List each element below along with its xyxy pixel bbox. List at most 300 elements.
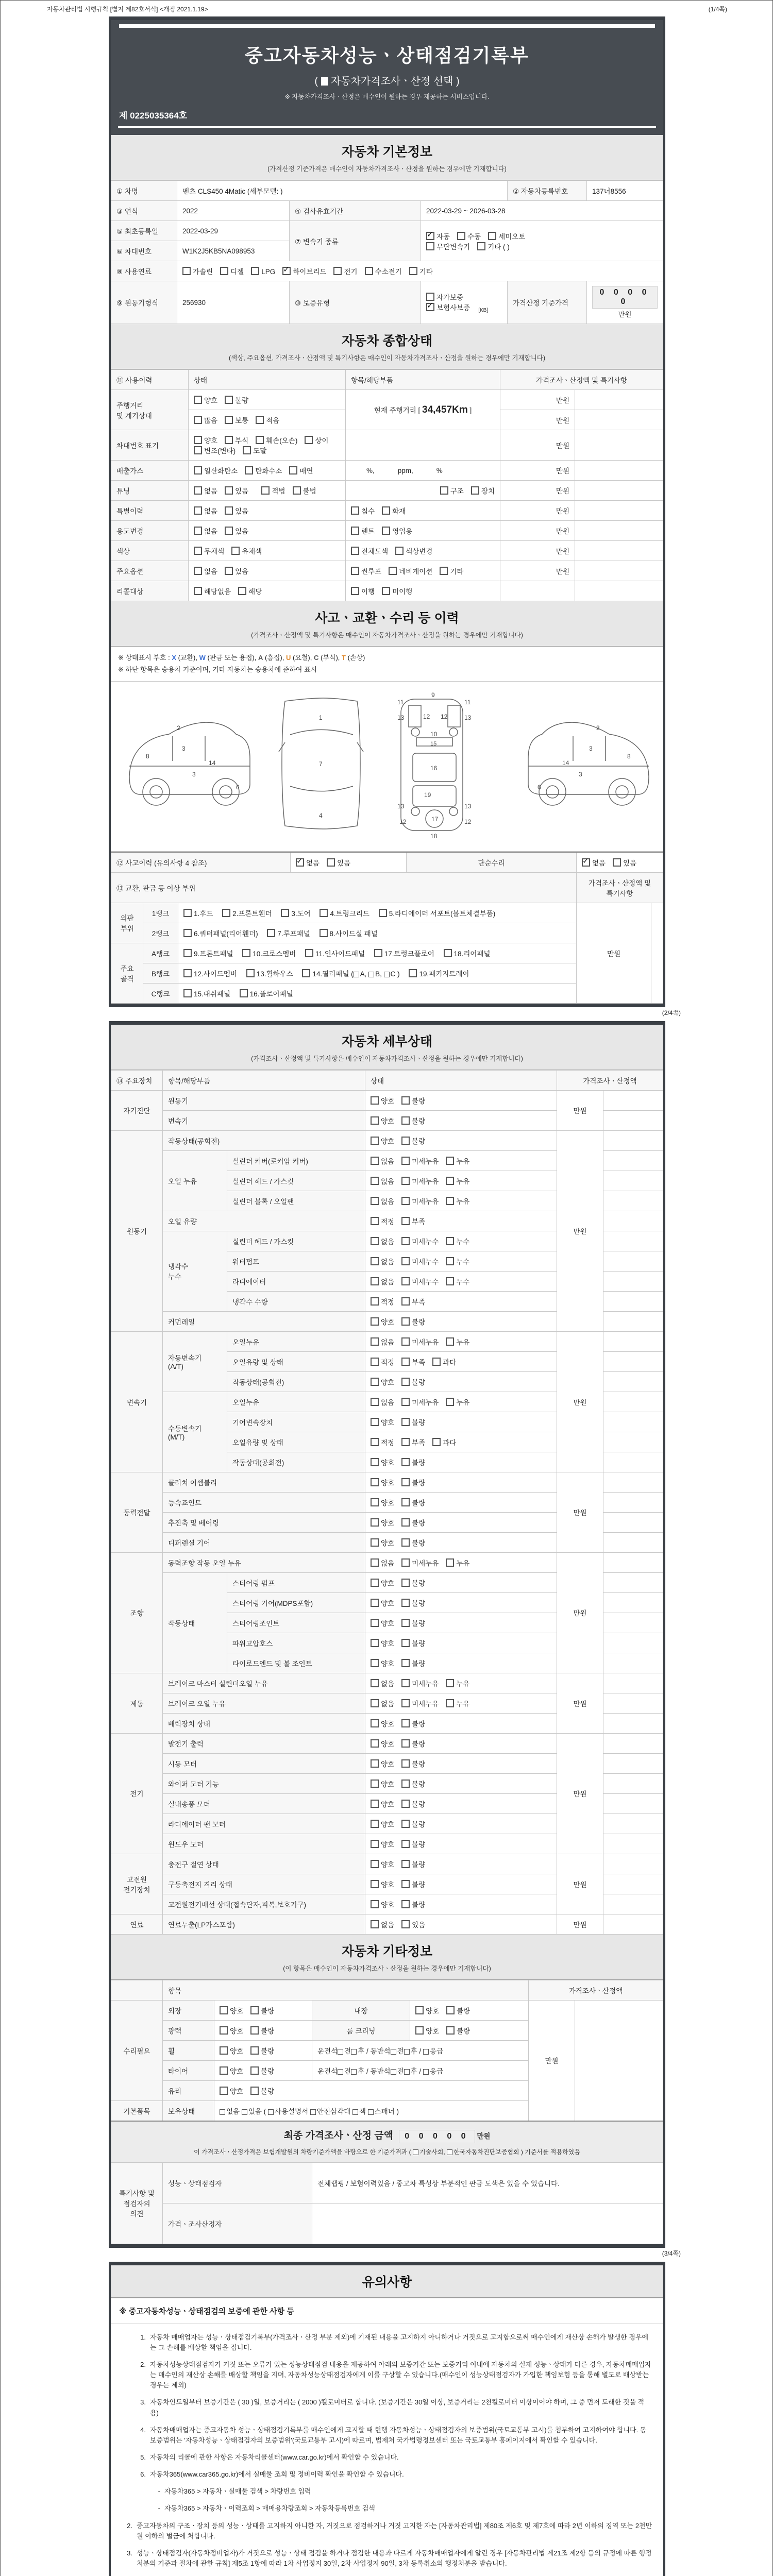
checkbox-option: [225, 505, 248, 516]
checkbox[interactable]: [194, 436, 202, 444]
checkbox[interactable]: [256, 416, 264, 424]
checkbox[interactable]: [243, 446, 251, 454]
checkbox[interactable]: [371, 1478, 379, 1486]
option-label: 양호: [426, 2027, 440, 2035]
checkbox[interactable]: [194, 486, 202, 495]
option-label: 불량: [412, 1880, 426, 1889]
table-row: 가격ㆍ조사산정자: [111, 2203, 663, 2244]
checkbox[interactable]: [320, 929, 328, 937]
checkbox-option: [371, 1517, 394, 1528]
checkbox[interactable]: [371, 1920, 379, 1928]
checkbox[interactable]: [401, 1177, 410, 1185]
checkbox[interactable]: [302, 969, 310, 977]
checkbox-option: [371, 1457, 394, 1467]
checkbox[interactable]: [446, 2006, 455, 2014]
checkbox[interactable]: [401, 1418, 410, 1426]
checkbox[interactable]: [401, 1137, 410, 1145]
checkbox[interactable]: [310, 2109, 316, 2115]
checkbox[interactable]: [404, 2049, 410, 2055]
checkbox[interactable]: [296, 858, 304, 867]
checkbox[interactable]: [401, 1478, 410, 1486]
checkbox[interactable]: [613, 858, 621, 867]
checkbox[interactable]: [382, 506, 390, 515]
checkbox[interactable]: [194, 446, 202, 454]
checkbox[interactable]: [440, 486, 448, 495]
option-label: 장치: [481, 487, 495, 495]
checkbox[interactable]: [320, 909, 328, 917]
checkbox[interactable]: [194, 567, 202, 575]
checkbox[interactable]: [371, 1358, 379, 1366]
detail-state-table: [111, 1070, 663, 1935]
checkbox-option: [401, 1678, 439, 1688]
checkbox[interactable]: [250, 2087, 259, 2095]
table-row: 연료 연료누출(LP가스포함) 없음 있음 만원: [111, 1914, 663, 1934]
checkbox-option: [371, 1176, 394, 1186]
option-label: 없음: [381, 1680, 395, 1688]
checkbox[interactable]: [183, 969, 192, 977]
checkbox[interactable]: [268, 2109, 274, 2115]
checkbox[interactable]: [391, 2049, 396, 2055]
checkbox[interactable]: [267, 929, 275, 937]
option-label: 없음: [381, 1338, 395, 1346]
checkbox[interactable]: [351, 587, 359, 595]
checkbox[interactable]: [371, 1157, 379, 1165]
checkbox[interactable]: [371, 1418, 379, 1426]
option-label: 불량: [412, 1418, 426, 1427]
option-label: 미세누유: [412, 1338, 439, 1346]
checkbox[interactable]: [194, 396, 202, 404]
panel-item: 18.리어패널: [444, 948, 491, 958]
checkbox[interactable]: [282, 267, 291, 275]
checkbox[interactable]: [444, 949, 452, 957]
checkbox[interactable]: [183, 949, 192, 957]
checkbox[interactable]: [220, 2087, 228, 2095]
checkbox[interactable]: [395, 547, 404, 555]
checkbox[interactable]: [432, 1358, 441, 1366]
checkbox[interactable]: [242, 949, 250, 957]
checkbox[interactable]: [333, 267, 342, 275]
checkbox-option: [440, 566, 463, 576]
checkbox[interactable]: [225, 486, 233, 495]
checkbox-option: [194, 465, 238, 476]
checkbox[interactable]: [401, 1358, 410, 1366]
checkbox[interactable]: [401, 1900, 410, 1908]
checkbox[interactable]: [371, 1317, 379, 1326]
option-label: 미세누유: [412, 1177, 439, 1185]
checkbox-option: [371, 1115, 394, 1126]
checkbox[interactable]: [401, 1679, 410, 1687]
checkbox-option: [446, 1276, 469, 1286]
checkbox[interactable]: [426, 242, 434, 250]
checkbox-option: [446, 1176, 469, 1186]
checkbox[interactable]: [389, 567, 397, 575]
checkbox-option: [194, 395, 217, 405]
checkbox[interactable]: [351, 506, 359, 515]
checkbox[interactable]: [401, 1237, 410, 1245]
option-label: 양호: [426, 2007, 440, 2015]
checkbox[interactable]: [384, 972, 390, 977]
checkbox[interactable]: [401, 1699, 410, 1707]
checkbox[interactable]: [471, 486, 479, 495]
checkbox[interactable]: [371, 1840, 379, 1848]
checkbox[interactable]: [446, 1277, 454, 1285]
checkbox[interactable]: [457, 232, 465, 240]
checkbox[interactable]: [371, 1538, 379, 1547]
checkbox[interactable]: [401, 1317, 410, 1326]
checkbox[interactable]: [401, 1880, 410, 1888]
checkbox[interactable]: [426, 303, 434, 311]
checkbox[interactable]: [446, 1558, 454, 1567]
table-row: ⑬ 교환, 판금 등 이상 부위 가격조사ㆍ산정액 및 특기사항: [111, 872, 663, 903]
option-label: 있음: [623, 859, 637, 867]
checkbox[interactable]: [382, 587, 390, 595]
checkbox[interactable]: [401, 1378, 410, 1386]
checkbox[interactable]: [409, 969, 417, 977]
checkbox[interactable]: [447, 2149, 452, 2155]
checkbox-option: [327, 857, 350, 868]
checkbox[interactable]: [423, 2049, 429, 2055]
checkbox[interactable]: [371, 1900, 379, 1908]
checkbox[interactable]: [426, 232, 434, 240]
checkbox-option: [231, 546, 262, 556]
checkbox-option: [261, 485, 285, 496]
checkbox[interactable]: [401, 1438, 410, 1446]
checkbox[interactable]: [401, 1840, 410, 1848]
notice-item: [135, 2360, 653, 2391]
checkbox[interactable]: [371, 1759, 379, 1768]
checkbox[interactable]: [371, 1860, 379, 1868]
checkbox[interactable]: [401, 1579, 410, 1587]
checkbox[interactable]: [401, 1217, 410, 1225]
table-row: B랭크 12.사이드멤버 13.휠하우스 14.필러패널 ( A, B, C ) 19.패키지트레이: [111, 963, 663, 983]
checkbox-option: [365, 266, 402, 276]
checkbox[interactable]: [351, 2069, 357, 2075]
checkbox[interactable]: [225, 436, 233, 444]
checkbox[interactable]: [183, 929, 192, 937]
checkbox[interactable]: [371, 1820, 379, 1828]
checkbox[interactable]: [371, 1719, 379, 1727]
checkbox[interactable]: [256, 436, 264, 444]
checkbox[interactable]: [220, 267, 228, 275]
checkbox[interactable]: [401, 1558, 410, 1567]
checkbox-option: [401, 1115, 425, 1126]
checkbox[interactable]: [351, 527, 359, 535]
checkbox[interactable]: [354, 972, 359, 977]
checkbox[interactable]: [231, 547, 240, 555]
checkbox-option: [371, 1819, 394, 1829]
checkbox[interactable]: [225, 506, 233, 515]
notice-item: [149, 2486, 653, 2497]
checkbox[interactable]: [488, 232, 496, 240]
checkbox-option: [250, 2005, 274, 2015]
checkbox[interactable]: [220, 2046, 228, 2055]
checkbox-option: [382, 526, 412, 536]
checkbox[interactable]: [371, 1579, 379, 1587]
option-label: 자동: [436, 232, 450, 241]
checkbox[interactable]: [220, 2006, 228, 2014]
checkbox-option: [401, 1718, 425, 1728]
checkbox[interactable]: [401, 1538, 410, 1547]
checkbox[interactable]: [401, 1518, 410, 1527]
checkbox[interactable]: [371, 1137, 379, 1145]
checkbox[interactable]: [371, 1257, 379, 1265]
checkbox[interactable]: [371, 1800, 379, 1808]
checkbox[interactable]: [423, 2069, 429, 2075]
table-row: 특별이력 없음 있음 침수 화재 만원: [111, 501, 663, 521]
checkbox[interactable]: [413, 2149, 418, 2155]
checkbox[interactable]: [338, 2069, 343, 2075]
checkbox[interactable]: [446, 1699, 454, 1707]
checkbox[interactable]: [371, 1659, 379, 1667]
table-row: 추진축 및 베어링 양호 불량: [111, 1512, 663, 1532]
option-label: 자가보증: [436, 293, 464, 301]
checkbox[interactable]: [432, 1438, 441, 1446]
option-label: 양호: [204, 397, 218, 404]
checkbox[interactable]: [194, 547, 202, 555]
checkbox[interactable]: [401, 1157, 410, 1165]
checkbox[interactable]: [446, 2026, 455, 2035]
checkbox[interactable]: [415, 2006, 424, 2014]
checkbox[interactable]: [446, 1337, 454, 1346]
checkbox[interactable]: [238, 587, 246, 595]
checkbox-option: [220, 2005, 243, 2015]
checkbox[interactable]: [401, 1920, 410, 1928]
checkbox[interactable]: [368, 972, 374, 977]
checkbox[interactable]: [245, 466, 253, 474]
panel-item: 3.도어: [281, 908, 310, 918]
checkbox[interactable]: [293, 486, 301, 495]
checkbox[interactable]: [371, 1277, 379, 1285]
checkbox[interactable]: [351, 547, 359, 555]
checkbox[interactable]: [371, 1237, 379, 1245]
checkbox[interactable]: [371, 1558, 379, 1567]
option-label: 적정: [381, 1438, 395, 1447]
checkbox[interactable]: [351, 567, 359, 575]
checkbox[interactable]: [401, 1639, 410, 1647]
checkbox[interactable]: [379, 909, 387, 917]
checkbox[interactable]: [401, 1458, 410, 1466]
checkbox[interactable]: [338, 2049, 343, 2055]
checkbox[interactable]: [371, 1458, 379, 1466]
option-label: 양호: [381, 1479, 395, 1487]
checkbox[interactable]: [194, 416, 202, 424]
checkbox[interactable]: [382, 527, 390, 535]
checkbox[interactable]: [371, 1518, 379, 1527]
checkbox[interactable]: [401, 1297, 410, 1306]
checkbox[interactable]: [401, 1759, 410, 1768]
checkbox[interactable]: [401, 1800, 410, 1808]
table-row: ⑤ 최초등록일 2022-03-29 ⑦ 변속기 종류 ✓자동 수동 세미오토 무단변속기 기타 ( ): [111, 221, 663, 241]
section-detail-note: (가격조사ㆍ산정액 및 특기사항은 매수인이 자동차가격조사ㆍ산정을 원하는 경우에만 기재합니다): [251, 1055, 523, 1062]
checkbox[interactable]: [446, 1237, 454, 1245]
checkbox[interactable]: [371, 1398, 379, 1406]
option-label: LPG: [261, 268, 276, 276]
checkbox[interactable]: [371, 1116, 379, 1125]
checkbox[interactable]: [371, 1337, 379, 1346]
checkbox[interactable]: [250, 2046, 259, 2055]
checkbox[interactable]: [477, 242, 485, 250]
checkbox[interactable]: [194, 466, 202, 474]
checkbox[interactable]: [371, 1297, 379, 1306]
checkbox[interactable]: [368, 2109, 374, 2115]
checkbox[interactable]: [194, 587, 202, 595]
panel-item: 12.사이드멤버: [183, 968, 237, 978]
option-label: 양호: [230, 2007, 244, 2015]
table-row: 냉각수 누수 실린더 헤드 / 가스킷 없음 미세누수 누수: [111, 1231, 663, 1251]
checkbox[interactable]: [582, 858, 590, 867]
checkbox[interactable]: [225, 396, 233, 404]
option-label: 없음: [381, 1398, 395, 1406]
checkbox[interactable]: [371, 1699, 379, 1707]
checkbox[interactable]: [289, 466, 297, 474]
checkbox[interactable]: [182, 267, 191, 275]
checkbox[interactable]: [401, 1739, 410, 1748]
checkbox[interactable]: [371, 1780, 379, 1788]
svg-text:17: 17: [431, 815, 439, 823]
option-label: 적정: [381, 1358, 395, 1366]
state-symbol: T: [342, 654, 346, 662]
checkbox-option: [256, 415, 279, 425]
checkbox[interactable]: [371, 1217, 379, 1225]
table-row: 주행거리 및 계기상태 양호 불량 현재 주행거리 [ 34,457Km ] 만원: [111, 390, 663, 410]
checkbox[interactable]: [222, 909, 230, 917]
option-label: 누수: [456, 1238, 470, 1246]
checkbox[interactable]: [365, 267, 373, 275]
option-label: 양호: [381, 1418, 395, 1427]
checkbox[interactable]: [401, 1780, 410, 1788]
checkbox[interactable]: [261, 486, 270, 495]
checkbox[interactable]: [225, 567, 233, 575]
notice-text: 자동차인도일부터 보증기간은 ( 30 )일, 보증거리는 ( 2000 )킬로미터로 합니다. (보증기간은 30일 이상, 보증거리는 2천킬로미터 이상이어야 하며, 그 중 먼저 도래한 것을 적용): [150, 2398, 645, 2417]
checkbox[interactable]: [401, 1116, 410, 1125]
option-label: 부식: [235, 437, 249, 445]
checkbox[interactable]: [401, 1498, 410, 1506]
option-label: 양호: [381, 1820, 395, 1828]
checkbox[interactable]: [183, 909, 192, 917]
checkbox[interactable]: [401, 1096, 410, 1105]
table-row: 제동 브레이크 마스터 실린더오일 누유 없음 미세누유 누유 만원: [111, 1673, 663, 1693]
checkbox[interactable]: [371, 1096, 379, 1105]
checkbox[interactable]: [371, 1679, 379, 1687]
checkbox[interactable]: [327, 858, 335, 867]
checkbox[interactable]: [220, 2066, 228, 2075]
checkbox[interactable]: [220, 2026, 228, 2035]
notice-number: 2.: [140, 2361, 146, 2369]
checkbox[interactable]: [401, 1659, 410, 1667]
checkbox[interactable]: [305, 436, 313, 444]
checkbox[interactable]: [401, 1619, 410, 1627]
checkbox-option: [371, 1537, 394, 1548]
checkbox[interactable]: [183, 989, 192, 997]
checkbox[interactable]: [440, 567, 448, 575]
checkbox[interactable]: [371, 1599, 379, 1607]
checkbox[interactable]: [371, 1378, 379, 1386]
checkbox[interactable]: [401, 1398, 410, 1406]
checkbox[interactable]: [281, 909, 289, 917]
section-detail-header: [111, 1025, 663, 1070]
checkbox[interactable]: [401, 1277, 410, 1285]
checkbox[interactable]: [391, 2069, 396, 2075]
checkbox[interactable]: [446, 1157, 454, 1165]
table-row: 브레이크 오일 누유 없음 미세누유 누유: [111, 1693, 663, 1713]
option-label: 부족: [412, 1298, 426, 1306]
checkbox[interactable]: [409, 267, 417, 275]
checkbox[interactable]: [242, 2109, 247, 2115]
checkbox[interactable]: [401, 1820, 410, 1828]
checkbox[interactable]: [371, 1177, 379, 1185]
option-label: 불량: [412, 1720, 426, 1728]
checkbox[interactable]: [401, 1337, 410, 1346]
checkbox[interactable]: [371, 1498, 379, 1506]
checkbox[interactable]: [250, 2066, 259, 2075]
checkbox-option: [401, 1899, 425, 1909]
table-row: ③ 연식 2022 ④ 검사유효기간 2022-03-29 ~ 2026-03-28: [111, 201, 663, 221]
option-label: 구조: [450, 487, 464, 495]
panel-item: 1.후드: [183, 908, 213, 918]
checkbox[interactable]: [250, 2006, 259, 2014]
checkbox[interactable]: [401, 1257, 410, 1265]
checkbox[interactable]: [446, 1679, 454, 1687]
checkbox[interactable]: [401, 1719, 410, 1727]
checkbox[interactable]: [225, 527, 233, 535]
checkbox-option: [446, 1236, 469, 1246]
checkbox[interactable]: [371, 1880, 379, 1888]
checkbox[interactable]: [220, 2109, 225, 2115]
option-label: 미세누수: [412, 1238, 439, 1246]
checkbox[interactable]: [225, 416, 233, 424]
checkbox[interactable]: [374, 949, 382, 957]
checkbox[interactable]: [305, 949, 313, 957]
option-label: 불량: [412, 1840, 426, 1849]
checkbox[interactable]: [401, 1599, 410, 1607]
option-label: 이행: [361, 588, 375, 596]
checkbox[interactable]: [240, 989, 248, 997]
checkbox-option: [371, 1095, 394, 1106]
checkbox-option: [220, 2065, 243, 2076]
checkbox[interactable]: [371, 1739, 379, 1748]
checkbox[interactable]: [194, 506, 202, 515]
checkbox[interactable]: [446, 1177, 454, 1185]
checkbox[interactable]: [446, 1398, 454, 1406]
checkbox[interactable]: [371, 1197, 379, 1205]
panel-item: 8.사이드실 패널: [320, 928, 378, 938]
checkbox[interactable]: [446, 1197, 454, 1205]
checkbox[interactable]: [371, 1619, 379, 1627]
checkbox[interactable]: [415, 2026, 424, 2035]
table-row: 라디에이터 없음 미세누수 누수: [111, 1271, 663, 1291]
checkbox-option: [446, 1678, 469, 1688]
checkbox[interactable]: [426, 293, 434, 301]
checkbox-option: [245, 465, 282, 476]
checkbox-option: [371, 1397, 394, 1407]
checkbox[interactable]: [371, 1639, 379, 1647]
checkbox[interactable]: [401, 1860, 410, 1868]
checkbox[interactable]: [446, 1257, 454, 1265]
checkbox[interactable]: [251, 267, 259, 275]
checkbox[interactable]: [371, 1438, 379, 1446]
checkbox[interactable]: [401, 1197, 410, 1205]
option-label: 양호: [204, 437, 218, 445]
checkbox[interactable]: [246, 969, 255, 977]
checkbox[interactable]: [250, 2026, 259, 2035]
checkbox[interactable]: [194, 527, 202, 535]
checkbox[interactable]: [352, 2109, 358, 2115]
checkbox-option: [194, 546, 224, 556]
checkbox[interactable]: [404, 2069, 410, 2075]
svg-text:2: 2: [177, 724, 180, 732]
checkbox-option: [446, 2005, 470, 2015]
checkbox[interactable]: [351, 2049, 357, 2055]
